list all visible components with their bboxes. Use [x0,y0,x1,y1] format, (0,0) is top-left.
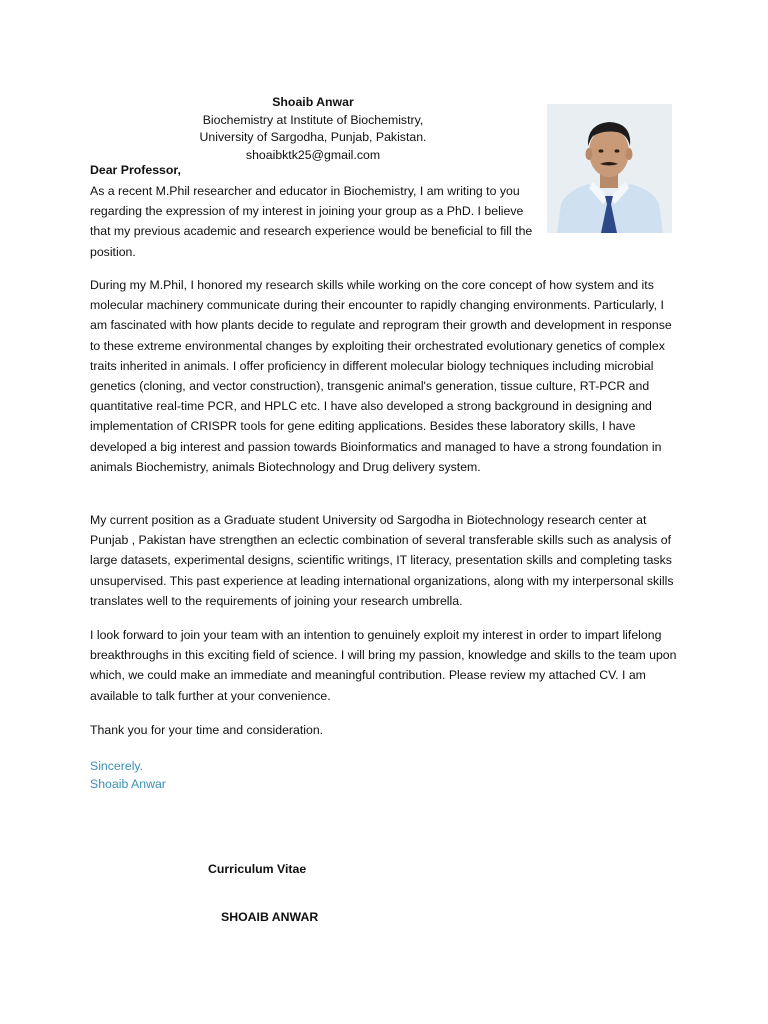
affiliation-line-2: University of Sargodha, Punjab, Pakistan. [199,130,427,144]
paragraph-position: My current position as a Graduate student University od Sargodha in Biotechnology research center at Punjab , Pakistan have strengthen an eclectic combination of several transferable skills such as analysis of large datasets, experimental designs, scientific writings, IT literacy, presentation skills and completing tasks unsupervised. This past experience at leading international organizations, along with my interpersonal skills translates well to the requirements of joining your research umbrella. [90,513,674,608]
signoff-block [90,757,166,793]
cv-title: Curriculum Vitae [208,862,307,876]
paragraph-intro: As a recent M.Phil researcher and educator in Biochemistry, I am writing to you regarding the expression of my interest in joining your group as a PhD. I believe that my previous academic and research experience would be beneficial to fill the position. [90,184,533,259]
author-email: shoaibktk25@gmail.com [245,147,381,162]
person-photo-icon [547,104,672,233]
closing-word: Sincerely. [90,759,144,773]
author-name: Shoaib Anwar [272,95,354,109]
signature-name: Shoaib Anwar [90,777,166,791]
cv-name: SHOAIB ANWAR [221,910,319,924]
paragraph-thanks: Thank you for your time and consideration. [90,723,324,737]
letter-header [180,94,446,164]
affiliation-line-1: Biochemistry at Institute of Biochemistry, [202,112,424,127]
salutation: Dear Professor, [90,163,181,177]
paragraph-closing: I look forward to join your team with an intention to genuinely exploit my interest in order to impart lifelong breakthroughs in this exciting field of science. I will bring my passion, knowledge and skills to the team upon which, we could make an immediate and meaningful contribution. Please review my attached CV. I am available to talk further at your convenience. [90,628,677,703]
paragraph-research: During my M.Phil, I honored my research skills while working on the core concept of how system and its molecular machinery communicate during their encounter to rapidly changing environments. Particularly, I am fascinated with how plants decide to regulate and reprogram their growth and development in response to these extreme environmental changes by exploiting their orchestrated evolutionary genetics of complex traits inherited in animals. I offer proficiency in different molecular biology techniques including microbial genetics (cloning, and vector construction), transgenic animal's generation, tissue culture, RT-PCR and quantitative real-time PCR, and HPLC etc. I have also developed a strong background in designing and implementation of CRISPR tools for gene editing applications. Besides these laboratory skills, I have developed a big interest and passion towards Bioinformatics and managed to have a strong foundation in animals Biochemistry, animals Biotechnology and Drug delivery system. [90,278,672,474]
